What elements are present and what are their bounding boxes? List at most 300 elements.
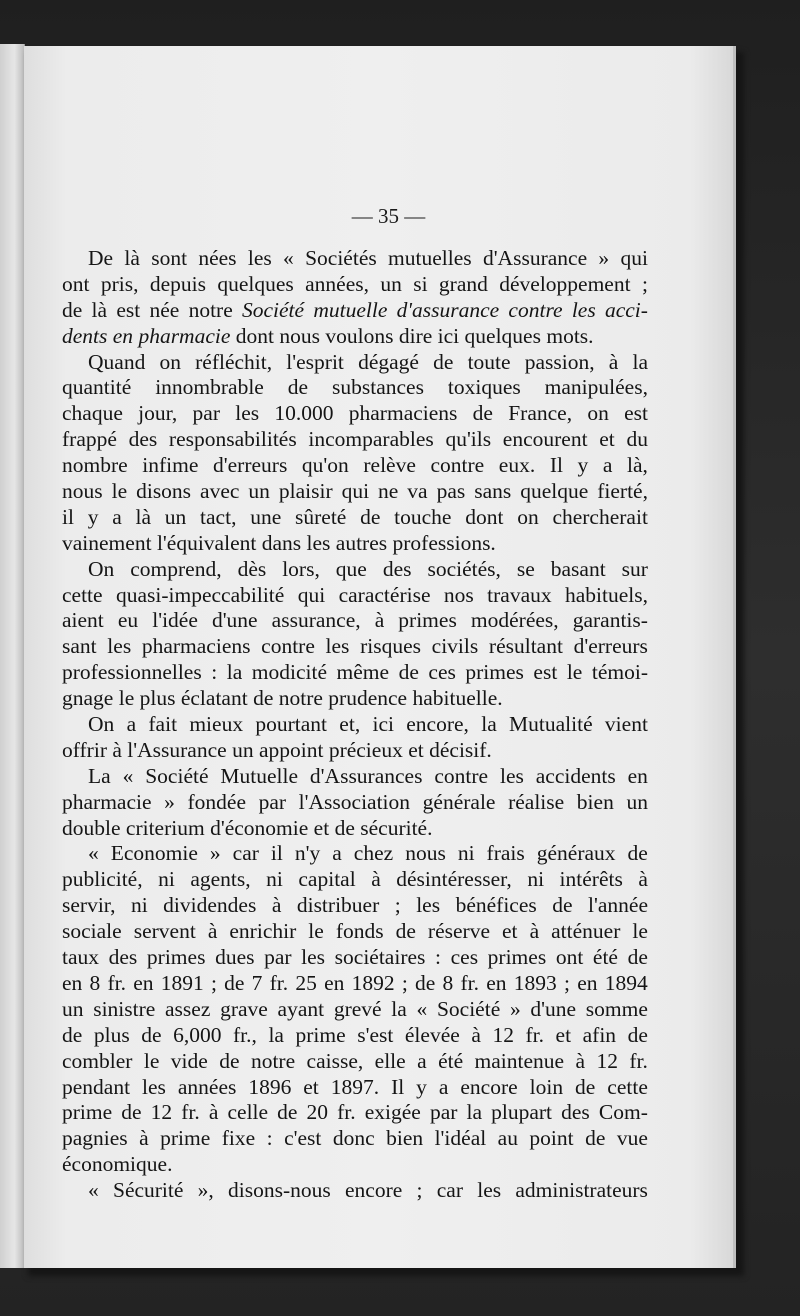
word: primes [465,660,524,685]
word: va [407,479,428,504]
word: Economie [110,841,198,866]
word: d'économie [210,815,309,840]
word: » [164,789,175,814]
word: a [112,504,122,529]
word: l'esprit [286,349,344,374]
word: fr. [629,1048,648,1073]
word: On [88,556,115,581]
word: responsabilités [168,427,297,452]
word: à [371,867,381,892]
word: d'une [211,608,258,633]
word: qui [341,479,370,504]
word: réserve [427,919,490,944]
word: ; [563,970,570,995]
text-line [62,945,648,971]
word: économique. [62,1152,173,1177]
word: « [283,246,294,270]
word: de [433,349,454,374]
word: même [336,660,390,685]
word: résultant [488,634,563,659]
text-line [62,531,648,557]
word: de [287,375,309,400]
word: et [599,427,615,452]
word: on [517,504,539,529]
word: quantité [62,375,132,400]
word: de [360,504,381,529]
word: à [575,1048,586,1073]
word: fondée [187,789,246,814]
text-line [62,505,648,531]
word: mutuelles [388,246,472,270]
word: la [632,349,648,374]
word: c'est [284,1126,322,1151]
word: y [577,453,589,478]
word: gnage [62,686,114,711]
word: servir, [62,893,116,918]
word: taux [62,945,100,970]
word: 1893 [513,970,557,995]
word: 12 [596,1048,618,1073]
word: générale [422,789,496,814]
word: de [415,970,436,995]
word: plus [139,686,176,711]
word: généraux [536,841,616,866]
word: car [436,1178,463,1203]
word: les [477,1178,502,1203]
word: l'idéal [434,1126,487,1151]
word: encourent [502,427,588,452]
word: ; [641,271,648,296]
word: et [313,815,330,840]
word: agents, [190,867,251,892]
word: passion, [524,349,595,374]
word: Société [145,763,209,788]
word: sécurité. [360,815,433,840]
word: et [303,1074,319,1099]
word: à [529,919,540,944]
word: d'erreurs [573,634,648,659]
word: « [88,1178,99,1203]
word: fr. [460,970,480,995]
word: de [627,945,648,970]
word: le [143,1048,160,1073]
word: chez [353,841,394,866]
word: de [552,893,573,918]
word: dues [215,945,255,970]
word: celle [227,1100,269,1125]
word: est [624,401,648,426]
word: 1896 [248,1074,292,1099]
word: lors, [282,556,320,581]
word: là [124,246,140,270]
word: » [209,841,221,866]
word: 6,000 [173,1022,222,1047]
word: administrateurs [515,1178,648,1203]
word: Société [436,996,501,1021]
text-line [62,997,648,1023]
word: par [429,1100,458,1125]
word: plus [93,1022,130,1047]
word: France, [508,401,573,426]
word: de [398,660,419,685]
word: bien [576,789,614,814]
word: nées [198,246,237,270]
word: caractérise [338,582,431,607]
word: cette [62,582,103,607]
word: de [224,970,245,995]
word: sociétaires [334,945,426,970]
word: le [566,660,583,685]
word: chaque [62,401,123,426]
word: eux. [498,453,536,478]
word: afin [582,1022,617,1047]
word: que [335,556,367,581]
word: pris, [100,271,139,296]
word: à [271,893,282,918]
word: substances [332,375,424,400]
word: ici [372,712,394,737]
word: est [116,297,141,322]
word: témoi- [591,660,648,685]
word: double [62,815,121,840]
word: et [502,919,518,944]
word: 25 [295,970,317,995]
word: les [301,945,326,970]
word: à [208,1100,219,1125]
word: en [577,970,598,995]
word: à [207,919,218,944]
word: de [62,1022,83,1047]
word: contre [508,297,563,322]
book-page [24,46,736,1268]
word: fierté, [597,479,648,504]
text-line [62,246,648,272]
word: 1894 [604,970,648,995]
word: 1897. [330,1074,380,1099]
text-line [62,350,648,376]
text-line [62,479,648,505]
word: pourtant [255,712,328,737]
word: » [509,996,521,1021]
word: par [264,945,292,970]
word: et [408,737,424,762]
word: là, [627,453,648,478]
word: fr., [233,1022,257,1047]
word: Quand [88,349,146,374]
word: exigée [364,1100,421,1125]
word: jour, [138,401,178,426]
word: offrir [62,737,107,762]
word: mutuelle [313,297,388,322]
word: grevé [333,996,382,1021]
word: pagnies [62,1126,128,1151]
word: Il [391,1074,405,1099]
word: en [627,763,648,788]
word: bien [386,1126,424,1151]
text-line [62,1152,648,1178]
word: n'y [294,841,321,866]
word: un [164,504,187,529]
body-text [62,246,648,1204]
text-line [62,583,648,609]
word: fr. [181,1100,200,1125]
word: quasi-impeccabilité [115,582,285,607]
word: professions. [392,530,496,555]
text-line [62,401,648,427]
word: quelques [217,271,294,296]
word: l'équivalent [156,530,257,555]
word: dents [62,323,108,348]
text-line [62,608,648,634]
word: Sécurité [112,1178,184,1203]
word: s'est [357,1022,394,1047]
word: voulons [325,323,394,348]
word: ne [378,479,399,504]
word: en [112,323,134,348]
word: a [602,453,613,478]
text-line [62,375,648,401]
word: prime [295,1022,346,1047]
word: par [192,401,220,426]
word: on [587,401,609,426]
word: de [277,1100,298,1125]
word: à [112,737,122,762]
word: de [334,815,355,840]
text-line [62,453,648,479]
word: ; [210,970,217,995]
word: De [88,246,114,270]
word: depuis [149,271,206,296]
word: née [149,297,180,322]
word: ici [437,323,460,348]
word: sont [151,246,188,270]
word: sans [474,479,512,504]
word: fr. [107,970,126,995]
text-line [62,867,648,893]
word: ; [394,893,401,918]
word: a [126,712,137,737]
word: sur [621,556,648,581]
word: garantis- [572,608,648,633]
word: notre [188,297,233,322]
word: fonds [335,919,384,944]
text-line [62,427,648,453]
word: fr. [525,1022,544,1047]
word: car [232,841,259,866]
word: de [141,1022,162,1047]
word: dans [261,530,302,555]
word: modicité [251,660,328,685]
text-line [62,919,648,945]
word: toxiques [447,375,521,400]
word: des [108,945,138,970]
word: des [561,1100,590,1125]
word: qu'on [301,453,349,478]
word: de [219,1048,240,1073]
text-line [62,272,648,298]
word: dont [235,323,274,348]
word: la [226,660,243,685]
word: « [416,996,428,1021]
word: habituelle. [412,686,503,711]
word: frais [486,841,525,866]
word: de [395,919,416,944]
word: 12 [150,1100,173,1125]
word: modérées, [470,608,559,633]
word: accidents [535,763,616,788]
word: plaisir [278,479,333,504]
word: vide [170,1048,208,1073]
word: précieux [328,737,403,762]
word: ; [416,1178,423,1203]
word: a [332,841,342,866]
word: éclatant [180,686,248,711]
word: pharmaciens [141,634,251,659]
word: encore [345,1178,403,1203]
word: maintenue [474,1048,565,1073]
word: à [374,608,385,633]
word: désintéresser, [396,867,512,892]
text-line [62,764,648,790]
word: ces [428,660,456,685]
word: notre [250,1048,296,1073]
word: prime [62,1100,113,1125]
word: pharmaciens [348,401,458,426]
word: réfléchit, [195,349,273,374]
word: là [135,504,152,529]
word: l'Assurance [127,737,227,762]
text-line [62,557,648,583]
word: mieux [189,712,244,737]
word: l'année [588,893,648,918]
word: aient [62,608,104,633]
text-line [62,971,648,997]
word: 8 [442,970,454,995]
word: le [632,919,648,944]
word: primes [146,945,206,970]
word: ni [527,867,545,892]
word: développement [499,271,631,296]
word: vue [616,1126,648,1151]
word: été [592,945,618,970]
word: encore [460,1074,518,1099]
word: si [413,271,428,296]
word: : [435,945,441,970]
text-line [62,1100,648,1126]
word: 20 [306,1100,329,1125]
word: de [627,1022,648,1047]
word: mots. [546,323,594,348]
text-line [62,816,648,842]
word: dividendes [163,893,257,918]
word: prudence [328,686,408,711]
word: Société [242,297,305,322]
word: sociale [62,919,122,944]
text-line [62,790,648,816]
text-line [62,1023,648,1049]
word: là [91,297,108,322]
word: avec [200,479,240,504]
word: pharmacie [138,323,231,348]
word: assurance, [271,608,361,633]
word: cette [607,1074,648,1099]
word: y [87,504,99,529]
word: contre [434,763,489,788]
word: le [308,919,324,944]
word: 1892 [351,970,395,995]
word: dégagé [358,349,419,374]
text-line [62,1075,648,1101]
word: de [627,841,648,866]
word: : [266,1126,273,1151]
word: enrichir [229,919,297,944]
word: ont [555,945,584,970]
text-line [62,738,648,764]
word: appoint [258,737,324,762]
word: qui [297,582,326,607]
word: a [417,1048,427,1073]
word: en [324,970,345,995]
word: ont [62,271,90,296]
word: la [466,1100,483,1125]
word: les [235,401,260,426]
word: 10.000 [274,401,334,426]
word: réalise [508,789,565,814]
word: 1891 [160,970,204,995]
word: infime [142,453,199,478]
word: habituels, [565,582,648,607]
word: un [626,789,648,814]
word: on [159,349,181,374]
text-line [62,1126,648,1152]
word: caisse, [306,1048,364,1073]
word: y [416,1074,427,1099]
word: notre [278,686,323,711]
word: bénéfices [455,893,537,918]
word: à [608,349,619,374]
word: basant [550,556,606,581]
word: « [122,763,134,788]
word: à [638,867,648,892]
word: fait [148,712,178,737]
word: combler [62,1048,133,1073]
text-line [62,712,648,738]
word: disons-nous [228,1178,331,1203]
word: nous [405,841,446,866]
word: prime [160,1126,211,1151]
word: d'Assurances [309,763,423,788]
word: il [62,504,74,529]
word: assez [165,996,211,1021]
word: fr. [337,1100,356,1125]
word: ni [130,893,148,918]
word: d'une [530,996,577,1021]
word: années [177,1074,237,1099]
text-line [62,660,648,686]
word: 7 [251,970,263,995]
word: eu [117,608,139,633]
word: les [571,297,596,322]
word: Il [549,453,563,478]
word: loin [529,1074,564,1099]
word: 12 [492,1022,514,1047]
word: du [626,427,648,452]
word: La [88,763,111,788]
word: et, [339,712,361,737]
word: fixe [221,1126,256,1151]
word: de [121,1100,142,1125]
word: primes [398,608,457,633]
